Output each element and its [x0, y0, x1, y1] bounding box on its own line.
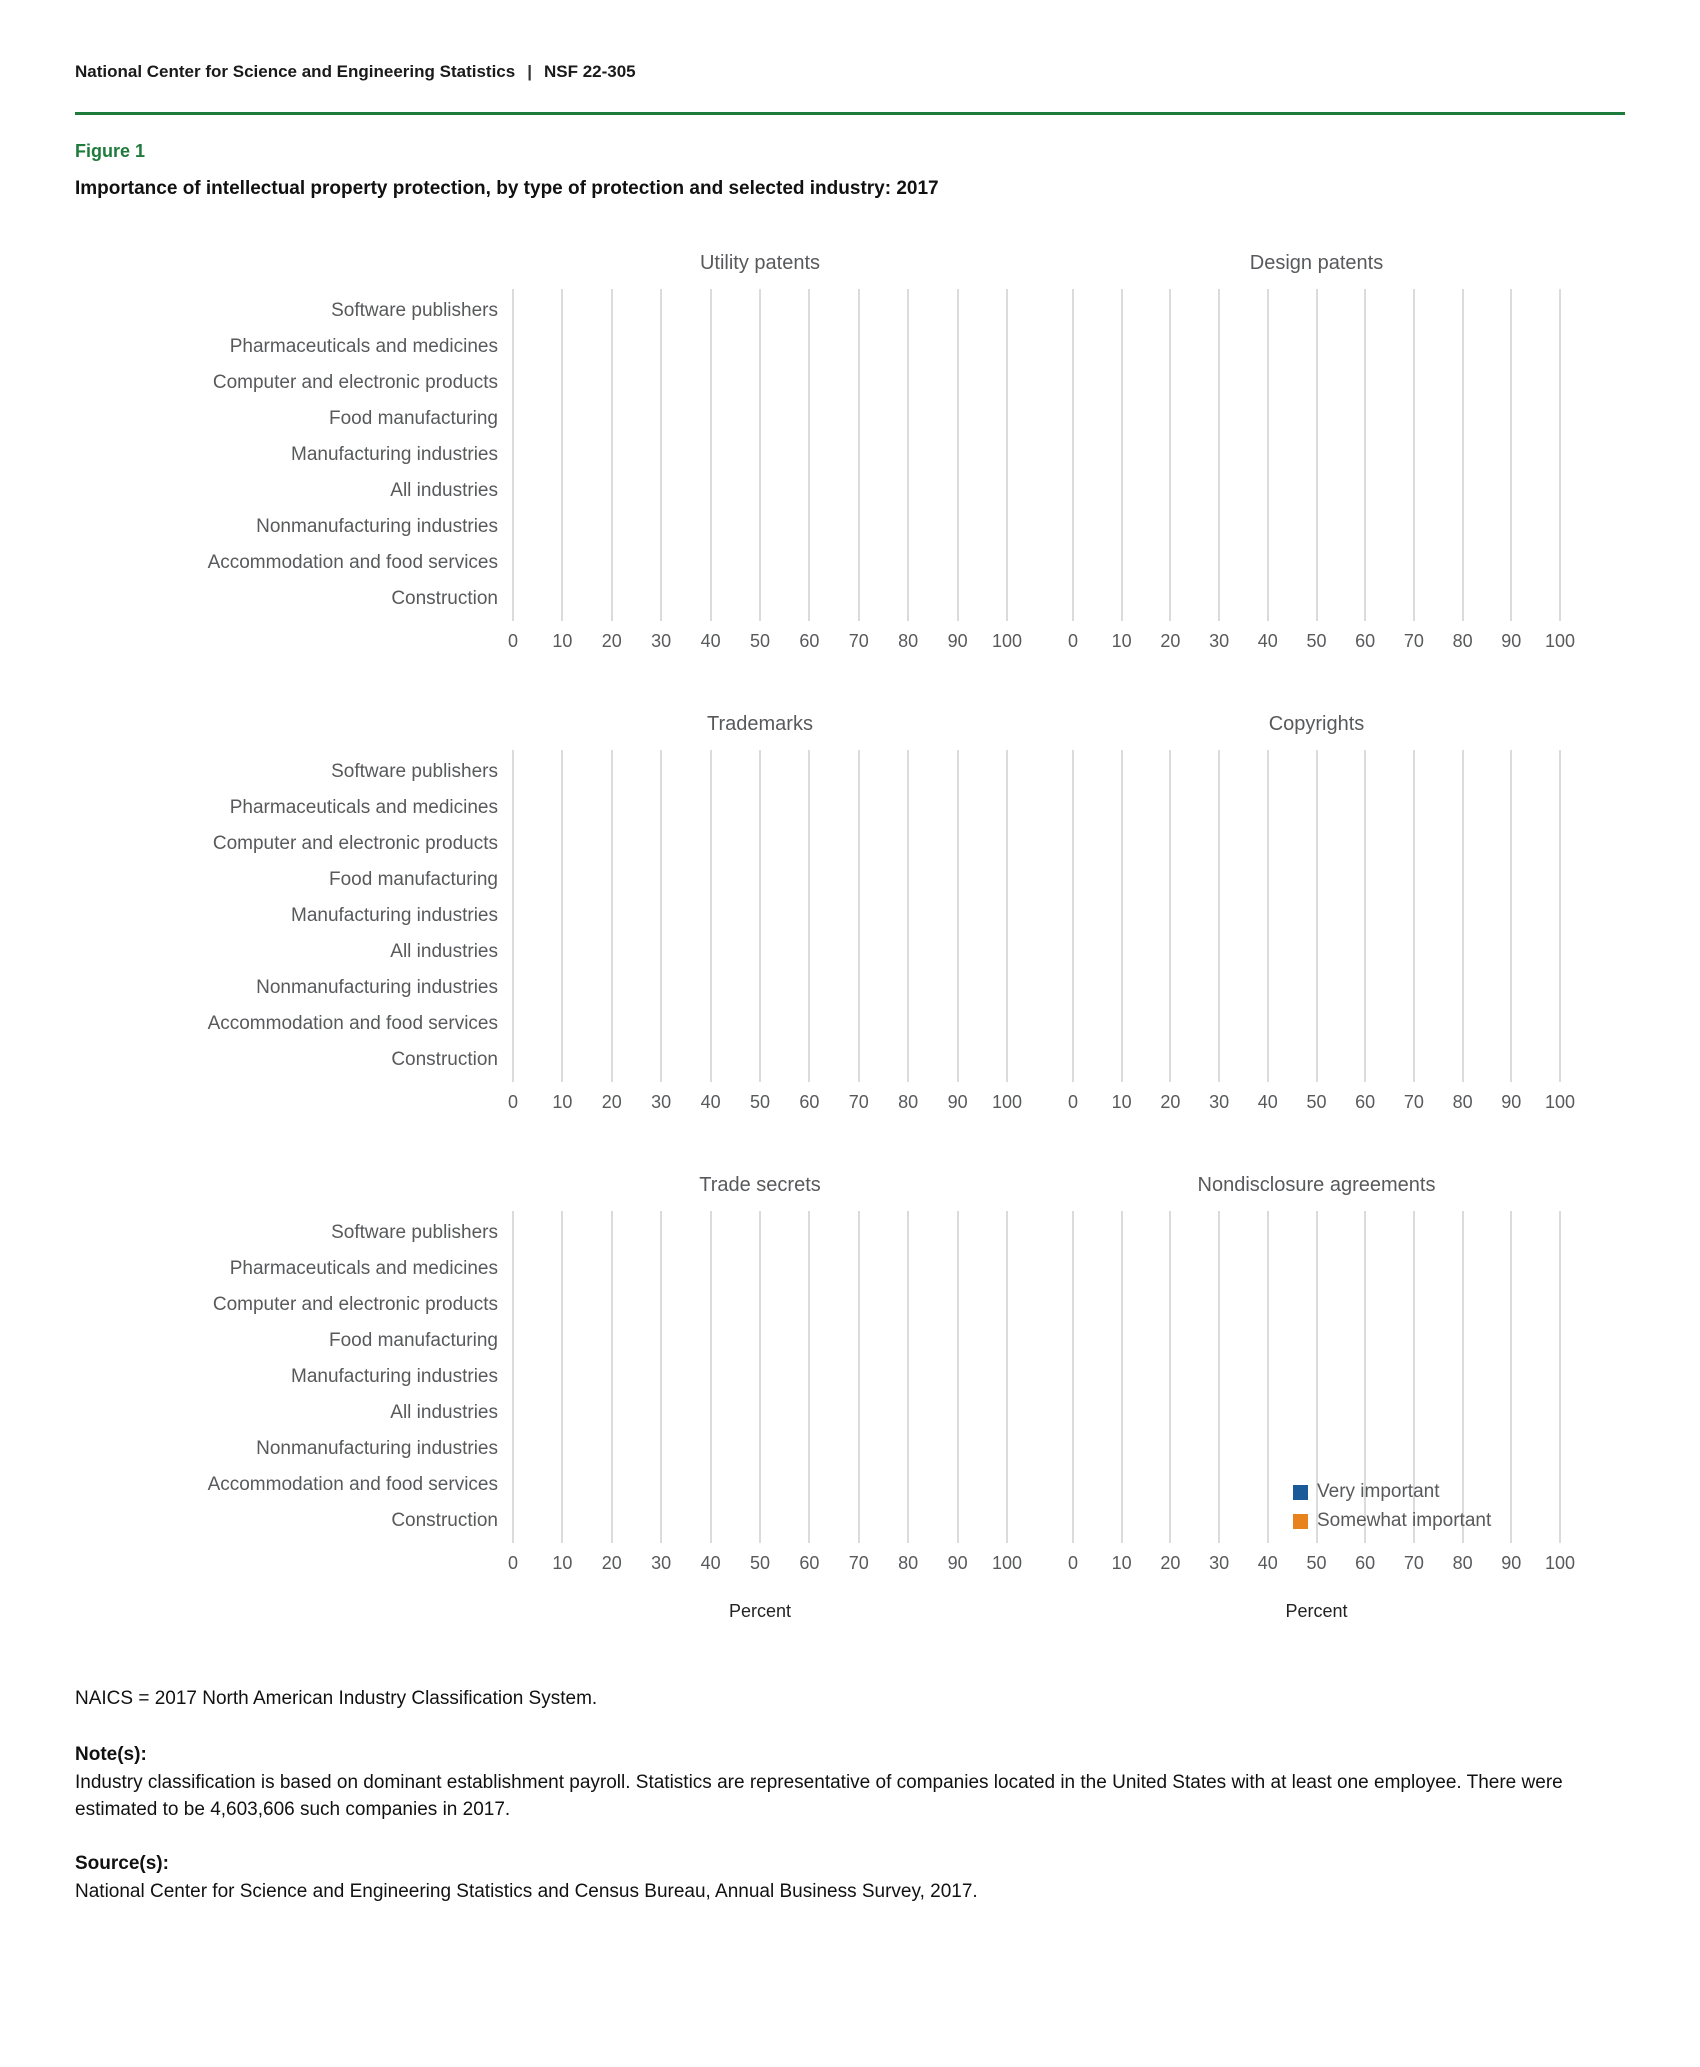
x-tick-label: 40 [700, 1553, 721, 1573]
x-tick-label: 100 [991, 631, 1023, 651]
x-tick-label: 10 [552, 631, 573, 651]
x-tick-label: 70 [848, 631, 869, 651]
bar-row [513, 826, 1007, 862]
category-axis [75, 293, 513, 617]
category-label: Software publishers [331, 300, 498, 321]
column-spacer [1007, 293, 1073, 617]
x-tick-label: 0 [507, 631, 519, 651]
x-tick-label: 10 [1111, 1553, 1132, 1573]
x-tick-label: 0 [507, 1553, 519, 1573]
x-tick-label: 30 [651, 1092, 672, 1112]
x-tick-label: 90 [1501, 1092, 1522, 1112]
chart-title: Trade secrets [699, 1174, 821, 1196]
x-tick-label: 60 [799, 1553, 820, 1573]
bar-row [1073, 1431, 1560, 1467]
x-tick-label: 60 [799, 631, 820, 651]
x-tick-label: 100 [1544, 631, 1576, 651]
bar-row [1073, 898, 1560, 934]
bar-row [1073, 826, 1560, 862]
bar-row [513, 898, 1007, 934]
green-divider [75, 112, 1625, 115]
category-label: Computer and electronic products [212, 1294, 498, 1315]
bar-row [1073, 1251, 1560, 1287]
category-label: Food manufacturing [329, 408, 498, 429]
org-name: National Center for Science and Engineering Statistics [75, 62, 516, 81]
bar-row [513, 509, 1007, 545]
category-label: Computer and electronic products [212, 833, 498, 854]
chart-title: Trademarks [707, 713, 813, 735]
x-tick-label: 0 [1067, 1092, 1079, 1112]
bar-row [1073, 401, 1560, 437]
category-label: All industries [390, 480, 498, 501]
x-tick-label: 70 [1403, 1092, 1424, 1112]
page-header [0, 0, 1700, 82]
bar-row [513, 1251, 1007, 1287]
x-tick-label: 80 [898, 631, 919, 651]
x-axis [1067, 631, 1576, 655]
bar-row [1073, 437, 1560, 473]
x-tick-label: 10 [552, 1092, 573, 1112]
x-tick-label: 30 [651, 1553, 672, 1573]
category-label: Pharmaceuticals and medicines [229, 1258, 498, 1279]
bar-row [1073, 1323, 1560, 1359]
notes-heading: Note(s): [75, 1744, 147, 1765]
chart-title: Utility patents [699, 252, 821, 274]
x-tick-label: 30 [651, 631, 672, 651]
category-label: Construction [391, 1510, 498, 1531]
x-tick-label: 50 [749, 1553, 771, 1573]
bar-row [513, 1431, 1007, 1467]
x-tick-label: 10 [1111, 1092, 1132, 1112]
sources-text: National Center for Science and Engineering Statistics and Census Bureau, Annual Business Survey, 2017. [75, 1881, 978, 1903]
x-tick-label: 0 [1067, 1553, 1079, 1573]
x-tick-label: 50 [1306, 1553, 1327, 1573]
report-number: NSF 22-305 [543, 62, 636, 81]
x-tick-label: 10 [1111, 631, 1132, 651]
bar-row [1073, 970, 1560, 1006]
bar-row [513, 437, 1007, 473]
bar-row [513, 1359, 1007, 1395]
x-tick-label: 50 [749, 1092, 771, 1112]
category-label: Accommodation and food services [207, 1013, 498, 1034]
x-tick-label: 30 [1209, 631, 1230, 651]
x-tick-label: 60 [1355, 1092, 1376, 1112]
x-tick-label: 20 [601, 631, 622, 651]
x-tick-label: 90 [1501, 631, 1522, 651]
category-axis [75, 754, 513, 1078]
legend-item-somewhat-important [1293, 1510, 1491, 1532]
x-tick-label: 70 [848, 1553, 869, 1573]
chart-row [75, 713, 1700, 1116]
legend-swatch-icon [1293, 1485, 1308, 1500]
category-axis [75, 1215, 513, 1539]
category-label: Manufacturing industries [291, 444, 498, 465]
x-tick-label: 80 [898, 1092, 919, 1112]
x-tick-label: 40 [1257, 1553, 1278, 1573]
x-tick-label: 90 [947, 1092, 968, 1112]
category-label: Construction [391, 588, 498, 609]
bar-row [1073, 329, 1560, 365]
bar-row [513, 790, 1007, 826]
bar-row [513, 329, 1007, 365]
category-label: All industries [390, 941, 498, 962]
bar-row [1073, 790, 1560, 826]
bar-row [513, 970, 1007, 1006]
x-tick-label: 80 [1452, 631, 1473, 651]
bar-row [513, 293, 1007, 329]
bar-row [1073, 365, 1560, 401]
bar-row [513, 1287, 1007, 1323]
legend-swatch-icon [1293, 1514, 1308, 1529]
x-tick-label: 50 [1306, 1092, 1327, 1112]
naics-note: NAICS = 2017 North American Industry Classification System. [75, 1688, 598, 1709]
chart-trademarks [75, 713, 1023, 1116]
category-label: All industries [390, 1402, 498, 1423]
bar-row [1073, 934, 1560, 970]
x-tick-label: 20 [601, 1553, 622, 1573]
bar-row [513, 581, 1007, 617]
plot-area [1073, 293, 1560, 617]
category-label: Accommodation and food services [207, 1474, 498, 1495]
bar-row [1073, 1042, 1560, 1078]
bar-row [1073, 473, 1560, 509]
category-label: Nonmanufacturing industries [256, 1438, 498, 1459]
bar-row [513, 1395, 1007, 1431]
plot-area [1073, 1215, 1560, 1539]
x-tick-label: 0 [1067, 631, 1079, 651]
category-label: Manufacturing industries [291, 1366, 498, 1387]
legend-label: Very important [1317, 1481, 1440, 1502]
category-label: Nonmanufacturing industries [256, 516, 498, 537]
category-label: Computer and electronic products [212, 372, 498, 393]
figure-label: Figure 1 [75, 141, 146, 161]
x-axis-title: Percent [728, 1601, 792, 1621]
x-tick-label: 20 [601, 1092, 622, 1112]
bar-row [513, 754, 1007, 790]
bar-row [513, 1467, 1007, 1503]
chart-trade-secrets [75, 1174, 1023, 1622]
category-label: Pharmaceuticals and medicines [229, 797, 498, 818]
chart-title: Copyrights [1268, 713, 1365, 735]
footer [75, 1688, 1625, 1906]
bar-row [513, 862, 1007, 898]
x-tick-label: 30 [1209, 1553, 1230, 1573]
bar-row [1073, 1395, 1560, 1431]
x-tick-label: 100 [991, 1092, 1023, 1112]
bar-row [513, 1006, 1007, 1042]
category-label: Pharmaceuticals and medicines [229, 336, 498, 357]
bar-row [1073, 754, 1560, 790]
legend [1293, 1481, 1491, 1532]
bar-row [513, 545, 1007, 581]
chart-title: Nondisclosure agreements [1197, 1174, 1436, 1196]
x-tick-label: 80 [898, 1553, 919, 1573]
plot-area [513, 1215, 1007, 1539]
x-tick-label: 20 [1160, 631, 1181, 651]
x-tick-label: 40 [1257, 631, 1278, 651]
plot-area [513, 754, 1007, 1078]
x-axis-title: Percent [1285, 1601, 1348, 1621]
x-tick-label: 40 [700, 1092, 721, 1112]
chart-utility-patents [75, 252, 1023, 655]
bar-row [1073, 1215, 1560, 1251]
x-tick-label: 90 [947, 631, 968, 651]
notes-text: Industry classification is based on dominant establishment payroll. Statistics are representative of companies located in the United States with at least one employee. There were estimated to be 4,603,606 such companies in 2017. [75, 1772, 1563, 1820]
x-tick-label: 80 [1452, 1553, 1473, 1573]
chart-copyrights [1007, 713, 1576, 1116]
category-label: Accommodation and food services [207, 552, 498, 573]
legend-item-very-important [1293, 1481, 1491, 1503]
column-spacer [1007, 1215, 1073, 1539]
category-label: Nonmanufacturing industries [256, 977, 498, 998]
bar-row [513, 473, 1007, 509]
x-tick-label: 60 [1355, 631, 1376, 651]
x-tick-label: 40 [700, 631, 721, 651]
bar-row [513, 401, 1007, 437]
x-axis [507, 1092, 1023, 1116]
x-tick-label: 80 [1452, 1092, 1473, 1112]
x-axis [507, 1553, 1023, 1577]
x-tick-label: 70 [1403, 1553, 1424, 1573]
bar-row [1073, 862, 1560, 898]
x-axis [1067, 1553, 1576, 1577]
x-tick-label: 10 [552, 1553, 573, 1573]
bar-row [1073, 1006, 1560, 1042]
x-tick-label: 90 [947, 1553, 968, 1573]
category-label: Food manufacturing [329, 1330, 498, 1351]
bar-row [513, 1215, 1007, 1251]
x-tick-label: 100 [1544, 1092, 1576, 1112]
figure-title: Importance of intellectual property protection, by type of protection and selected industry: 2017 [75, 178, 939, 199]
plot-area [513, 293, 1007, 617]
bar-row [513, 1323, 1007, 1359]
chart-row [75, 252, 1700, 655]
bar-row [1073, 581, 1560, 617]
bar-row [1073, 509, 1560, 545]
x-tick-label: 20 [1160, 1553, 1181, 1573]
bar-row [1073, 1359, 1560, 1395]
x-tick-label: 50 [1306, 631, 1327, 651]
header-separator: | [527, 62, 532, 81]
column-spacer [1007, 754, 1073, 1078]
charts-grid [75, 252, 1700, 1622]
x-tick-label: 0 [507, 1092, 519, 1112]
category-label: Software publishers [331, 761, 498, 782]
x-tick-label: 40 [1257, 1092, 1278, 1112]
chart-nondisclosure-agreements [1007, 1174, 1576, 1622]
x-tick-label: 30 [1209, 1092, 1230, 1112]
legend-label: Somewhat important [1317, 1510, 1492, 1531]
x-tick-label: 50 [749, 631, 771, 651]
x-tick-label: 70 [1403, 631, 1424, 651]
bar-row [1073, 1287, 1560, 1323]
bar-row [1073, 293, 1560, 329]
bar-row [513, 934, 1007, 970]
x-axis [507, 631, 1023, 655]
x-axis [1067, 1092, 1576, 1116]
chart-row [75, 1174, 1700, 1622]
x-tick-label: 60 [799, 1092, 820, 1112]
sources-heading: Source(s): [75, 1853, 169, 1875]
x-tick-label: 90 [1501, 1553, 1522, 1573]
bar-row [513, 365, 1007, 401]
plot-area [1073, 754, 1560, 1078]
x-tick-label: 20 [1160, 1092, 1181, 1112]
bar-row [513, 1503, 1007, 1539]
x-tick-label: 70 [848, 1092, 869, 1112]
bar-row [1073, 545, 1560, 581]
category-label: Construction [391, 1049, 498, 1070]
x-tick-label: 60 [1355, 1553, 1376, 1573]
chart-design-patents [1007, 252, 1576, 655]
x-tick-label: 100 [1544, 1553, 1576, 1573]
bar-row [513, 1042, 1007, 1078]
category-label: Manufacturing industries [291, 905, 498, 926]
chart-title: Design patents [1249, 252, 1384, 274]
x-tick-label: 100 [991, 1553, 1023, 1573]
category-label: Software publishers [331, 1222, 498, 1243]
category-label: Food manufacturing [329, 869, 498, 890]
